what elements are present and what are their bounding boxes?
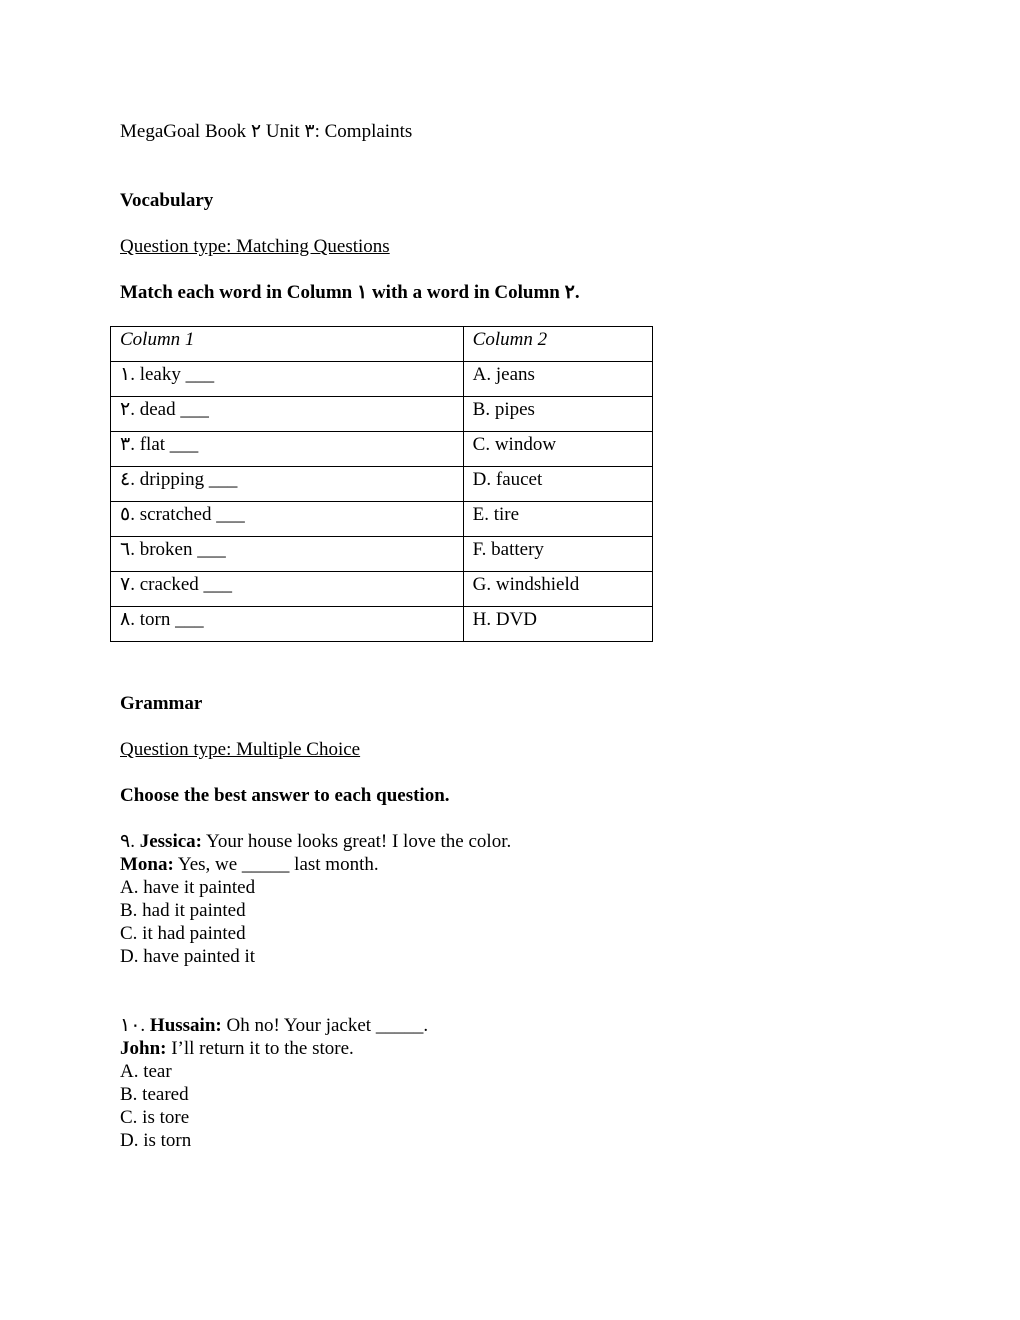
answer-option-b: B. teared bbox=[120, 1084, 189, 1105]
table-header-row bbox=[111, 327, 653, 362]
vocabulary-instruction: Match each word in Column ١ with a word in Column ٢. bbox=[120, 282, 580, 303]
response-line bbox=[120, 853, 511, 876]
table-row bbox=[111, 572, 653, 607]
answer-option-d: D. have painted it bbox=[120, 946, 256, 967]
column-2-cell: H. DVD bbox=[463, 607, 652, 642]
speaker-name: Jessica: bbox=[139, 831, 202, 852]
question-prompt-line bbox=[120, 830, 511, 853]
column-2-header: Column 2 bbox=[463, 327, 652, 362]
column-1-cell: ١. leaky ___ bbox=[111, 362, 464, 397]
column-2-cell: B. pipes bbox=[463, 397, 652, 432]
answer-option-c: C. it had painted bbox=[120, 923, 246, 944]
table-row bbox=[111, 502, 653, 537]
grammar-heading: Grammar bbox=[120, 693, 203, 714]
column-2-cell: F. battery bbox=[463, 537, 652, 572]
speaker-line: I’ll return it to the store. bbox=[171, 1038, 354, 1059]
answer-option-a: A. tear bbox=[120, 1061, 172, 1082]
answer-option-b: B. had it painted bbox=[120, 900, 246, 921]
column-2-cell: G. windshield bbox=[463, 572, 652, 607]
question-prompt-line bbox=[120, 1014, 428, 1037]
answer-option-c: C. is tore bbox=[120, 1107, 190, 1128]
speaker-name: John: bbox=[120, 1038, 167, 1059]
table-row bbox=[111, 397, 653, 432]
column-2-cell: C. window bbox=[463, 432, 652, 467]
response-line bbox=[120, 1037, 428, 1060]
speaker-name: Mona: bbox=[120, 854, 174, 875]
table-row bbox=[111, 537, 653, 572]
column-1-cell: ٦. broken ___ bbox=[111, 537, 464, 572]
speaker-line: Oh no! Your jacket _____. bbox=[226, 1015, 429, 1036]
matching-table bbox=[110, 326, 653, 642]
answer-option-d: D. is torn bbox=[120, 1130, 192, 1151]
table-row bbox=[111, 607, 653, 642]
table-row bbox=[111, 467, 653, 502]
answer-option-a: A. have it painted bbox=[120, 877, 256, 898]
column-1-cell: ٨. torn ___ bbox=[111, 607, 464, 642]
document-title: MegaGoal Book ٢ Unit ٣: Complaints bbox=[120, 121, 413, 142]
grammar-question-type: Question type: Multiple Choice bbox=[120, 739, 361, 760]
column-1-cell: ٧. cracked ___ bbox=[111, 572, 464, 607]
grammar-instruction: Choose the best answer to each question. bbox=[120, 785, 450, 806]
column-2-cell: E. tire bbox=[463, 502, 652, 537]
vocabulary-heading: Vocabulary bbox=[120, 190, 214, 211]
question-9 bbox=[120, 830, 511, 968]
column-1-header: Column 1 bbox=[111, 327, 464, 362]
question-number: ١٠. bbox=[120, 1015, 146, 1036]
table-row bbox=[111, 432, 653, 467]
column-1-cell: ٥. scratched ___ bbox=[111, 502, 464, 537]
speaker-name: Hussain: bbox=[149, 1015, 222, 1036]
question-number: ٩. bbox=[120, 831, 135, 852]
speaker-line: Your house looks great! I love the color. bbox=[206, 831, 512, 852]
speaker-line: Yes, we _____ last month. bbox=[177, 854, 379, 875]
column-2-cell: A. jeans bbox=[463, 362, 652, 397]
table-row bbox=[111, 362, 653, 397]
column-1-cell: ٣. flat ___ bbox=[111, 432, 464, 467]
column-1-cell: ٢. dead ___ bbox=[111, 397, 464, 432]
vocabulary-question-type: Question type: Matching Questions bbox=[120, 236, 390, 257]
column-1-cell: ٤. dripping ___ bbox=[111, 467, 464, 502]
question-10 bbox=[120, 1014, 428, 1152]
column-2-cell: D. faucet bbox=[463, 467, 652, 502]
